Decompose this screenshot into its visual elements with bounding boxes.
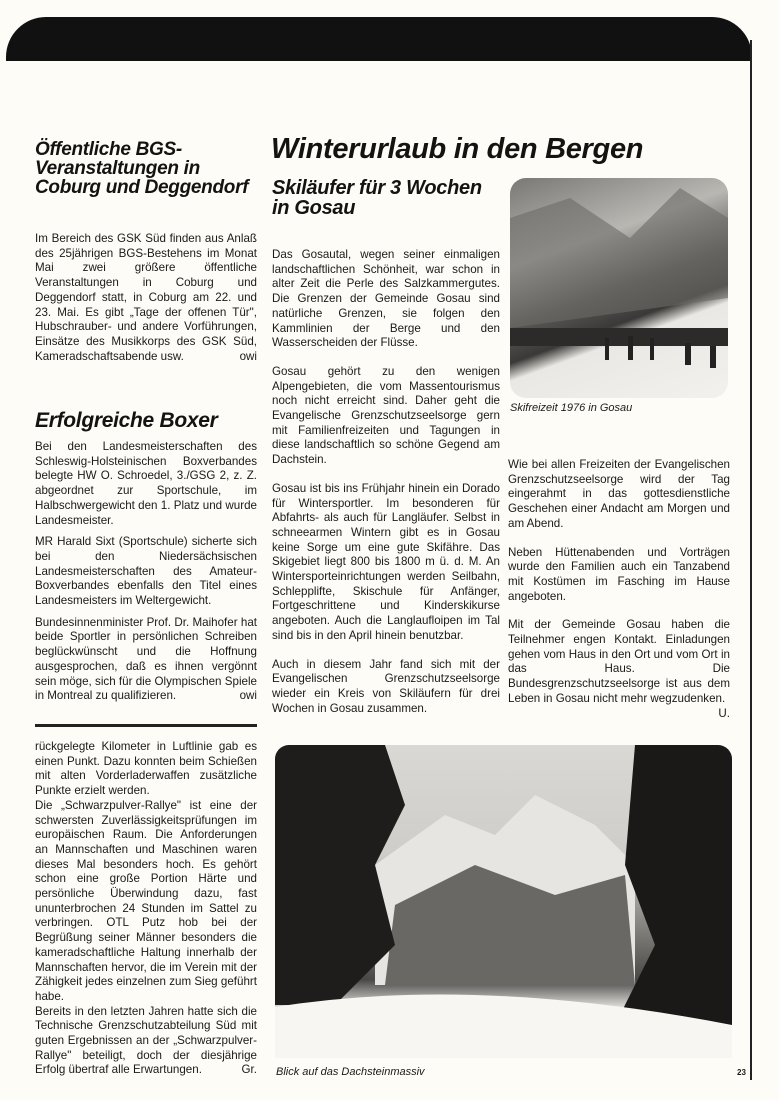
paragraph: Auch in diesem Jahr fand sich mit der Evangelischen Grenzschutzseelsorge wieder ein Kreis von Skiläufern für drei Wochen in Gosau zusammen. [272,657,500,715]
article1-signature: owi [239,349,257,363]
paragraph: rückgelegte Kilometer in Luftlinie gab es einen Punkt. Dazu konnten beim Schießen mit alten Vorderladerwaffen zusätzliche Punkte erzielt werden. [35,740,257,798]
dachstein-photo [275,745,732,1058]
article4-body-col2 [508,458,730,721]
paragraph: Gosau gehört zu den wenigen Alpengebieten, die vom Massentourismus noch nicht erreicht sind. Daher geht die Evangelische Grenzschutzseelsorge gern mit Familienfreizeiten und Tagungen in diese landschaftlich so schöne Gegend am Dachstein. [272,364,500,467]
ski-group-photo [510,178,728,398]
paragraph: Mit der Gemeinde Gosau haben die Teilnehmer engen Kontakt. Einladungen gehen vom Haus in den Ort und vom Ort in das Haus. Die Bundesgrenzschutzseelsorge ist aus dem Leben in Gosau nicht mehr wegzudenken. [508,618,730,705]
article3-signature: Gr. [241,1063,257,1077]
paragraph: Bereits in den letzten Jahren hatte sich die Technische Grenzschutzabteilung Süd mit guten Ergebnissen an der „Schwarzpulver-Rallye" beteiligt, doch der diesjährige Erfolg übertraf alle Erwartungen. [35,1004,257,1077]
article4-body-col1 [272,248,500,730]
photo2-caption: Blick auf das Dachsteinmassiv [276,1066,425,1078]
article1-title: Öffentliche BGS-Veranstaltungen in Coburg und Deggendorf [35,139,249,198]
margin-rule [750,40,752,1080]
article2-signature: owi [239,689,257,703]
article2-title: Erfolgreiche Boxer [35,409,218,432]
paragraph: MR Harald Sixt (Sportschule) sicherte sich bei den Niedersächsischen Landesmeisterschaften des Amateur-Boxverbandes ebenfalls den Titel eines Landesmeisters im Weltergewicht. [35,535,257,608]
photo1-caption: Skifreizeit 1976 in Gosau [510,402,633,414]
paragraph: Gosau ist bis ins Frühjahr hinein ein Dorado für Wintersportler. Im besonderen für Abfahrts- als auch für Langläufer. Selbst in schneearmen Wintern gibt es in Gosau keine Sorge um eine gute Skifähre. Das Skigebiet liegt 800 bis 1800 m ü. d. M. An Wintersporteinrichtungen werden Seilbahn, Schlepplifte, Skischule für Anfänger, Fortgeschrittene und Kinderskikurse angeboten. Auch die Langlaufloipen im Tal sind bis in den April hinein benutzbar. [272,481,500,642]
paragraph: Wie bei allen Freizeiten der Evangelischen Grenzschutzseelsorge wird der Tag eingerahmt in das gottesdienstliche Geschehen einer Andacht am Morgen und am Abend. [508,458,730,530]
article2-body [35,440,257,711]
article4-title: Winterurlaub in den Bergen [271,133,644,165]
paragraph: Bundesinnenminister Prof. Dr. Maihofer hat beide Sportler in persönlichen Schreiben beglückwünscht und die Hoffnung ausgesprochen, daß es ihnen vergönnt sein möge, sich für die Olympischen Spiele in Montreal zu qualifizieren. [35,615,257,703]
article4-signature: U. [718,706,730,720]
article1-body [35,232,257,371]
ski-group-photo-art [510,178,728,398]
paragraph: Neben Hüttenabenden und Vorträgen wurde den Familien auch ein Tanzabend mit Kostümen im Fasching im Hause angeboten. [508,545,730,603]
page-number: 23 [737,1068,746,1077]
dachstein-photo-art [275,745,732,1058]
article4-subtitle: Skiläufer für 3 Wochen in Gosau [272,177,482,219]
header-bar [6,17,752,61]
article3-body [35,740,257,1078]
paragraph: Das Gosautal, wegen seiner einmaligen landschaftlichen Schönheit, war schon in alter Zeit die Perle des Salzkammergutes. Die Grenzen der Gemeinde Gosau sind natürliche Grenzen, sie folgen den Kammlinien der Berge und den Wasserscheiden der Flüsse. [272,248,500,350]
paragraph: Bei den Landesmeisterschaften des Schleswig-Holsteinischen Boxverbandes belegte HW O. Schroedel, 3./GSG 2, z. Z. abgeordnet zur Sportschule, im Halbschwergewicht den 1. Platz und wurde Landesmeister. [35,440,257,527]
article1-text: Im Bereich des GSK Süd finden aus Anlaß des 25jährigen BGS-Bestehens im Monat Mai zwei größere öffentliche Veranstaltungen in Coburg und Deggendorf statt, in Coburg am 22. und 23. Mai. Es gibt „Tage der offenen Tür", Hubschrauber- und andere Vorführungen, Einsätze des Musikkorps des GSK Süd, Kameradschaftsabende usw. [35,232,257,363]
section-divider [35,724,257,727]
paragraph: Die „Schwarzpulver-Rallye" ist eine der schwersten Zuverlässigkeitsprüfungen im europäischen Raum. Die Anforderungen an Mannschaften und Maschinen waren dieses Mal besonders hoch. Es gehört schon eine große Portion Härte und persönliche Überwindung dazu, fast ununterbrochen 24 Stunden im Sattel zu verbringen. OTL Putz hob bei der Begrüßung seiner Männer besonders die kameradschaftliche Haltung innerhalb der Mannschaften hervor, die im Verein mit der Zähigkeit jedes einzelnen zum Sieg geführt habe. [35,798,257,1003]
